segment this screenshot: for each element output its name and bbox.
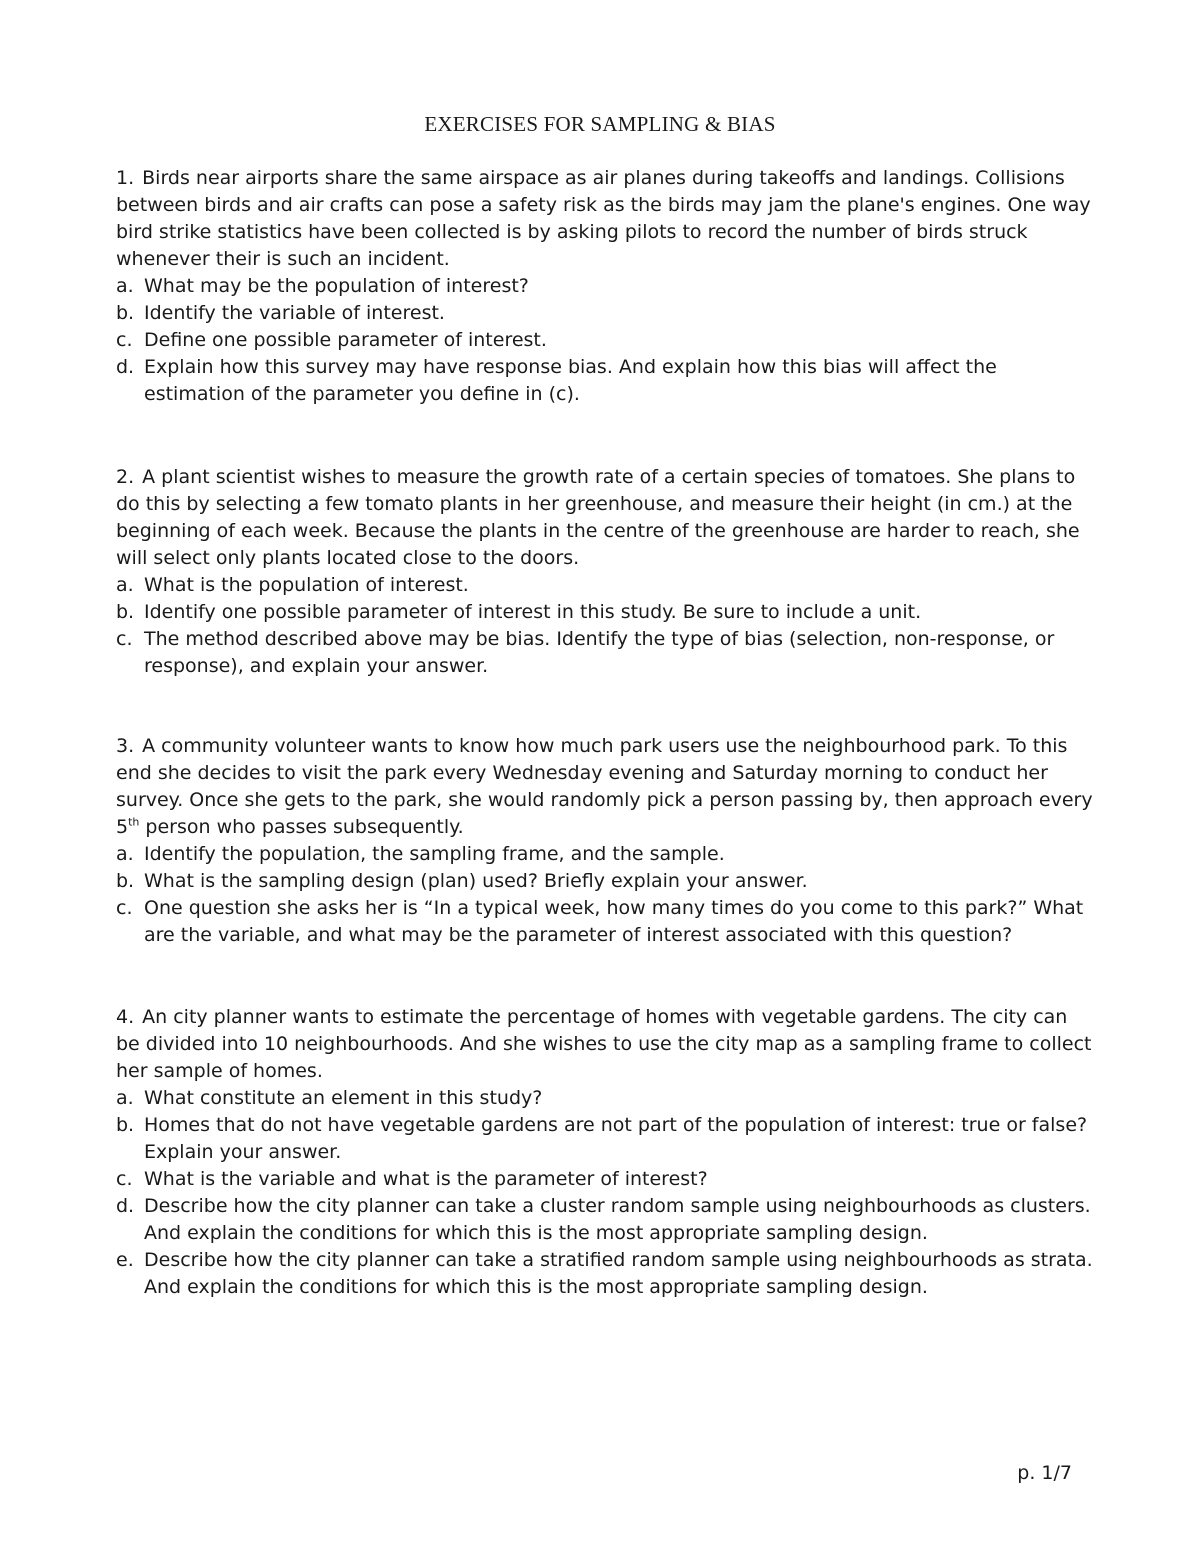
part-letter: a. [116, 275, 134, 297]
question-part: c. Define one possible parameter of interest. [116, 327, 1096, 354]
question-part: b. Identify the variable of interest. [116, 300, 1096, 327]
question-part: d. Explain how this survey may have response bias. And explain how this bias will affect the estimation of the parameter you define in (c). [116, 356, 997, 405]
part-letter: e. [116, 1249, 134, 1271]
question-part: a. Identify the population, the sampling frame, and the sample. [116, 841, 1096, 868]
part-letter: c. [116, 1168, 133, 1190]
part-letter: b. [116, 870, 135, 892]
question-2 [116, 464, 1096, 680]
question-part: b. Homes that do not have vegetable gardens are not part of the population of interest: true or false? Explain your answer. [116, 1114, 1088, 1163]
question-number: 1. [116, 167, 135, 189]
question-part: b. What is the sampling design (plan) used? Briefly explain your answer. [116, 868, 1096, 895]
question-2-parts [116, 572, 1096, 680]
question-part: c. The method described above may be bias. Identify the type of bias (selection, non-response, or response), and explain your answer. [116, 628, 1055, 677]
part-letter: a. [116, 843, 134, 865]
question-part: c. What is the variable and what is the parameter of interest? [116, 1166, 1096, 1193]
question-4-parts [116, 1085, 1096, 1301]
question-number: 4. [116, 1006, 135, 1028]
page-number: p. 1/7 [1017, 1462, 1072, 1484]
part-letter: b. [116, 1114, 135, 1136]
part-letter: a. [116, 574, 134, 596]
ordinal-superscript: th [128, 815, 140, 829]
part-letter: b. [116, 601, 135, 623]
question-3-parts [116, 841, 1096, 949]
question-1-text: 1. Birds near airports share the same airspace as air planes during takeoffs and landings. Collisions between birds and air crafts can pose a safety risk as the birds may jam the plane's engines. One way bird strike statistics have been collected is by asking pilots to record the number of birds struck whenever their is such an incident. [116, 167, 1091, 270]
question-number: 3. [116, 735, 135, 757]
question-4-text: 4. An city planner wants to estimate the percentage of homes with vegetable gardens. The city can be divided into 10 neighbourhoods. And she wishes to use the city map as a sampling frame to collect her sample of homes. [116, 1006, 1092, 1082]
question-part: e. Describe how the city planner can take a stratified random sample using neighbourhoods as strata. And explain the conditions for which this is the most appropriate sampling design. [116, 1249, 1093, 1298]
document-title: EXERCISES FOR SAMPLING & BIAS [424, 112, 776, 136]
part-letter: d. [116, 356, 135, 378]
question-part: a. What may be the population of interest? [116, 273, 1096, 300]
question-part: d. Describe how the city planner can take a cluster random sample using neighbourhoods as clusters. And explain the conditions for which this is the most appropriate sampling design. [116, 1195, 1091, 1244]
question-4 [116, 1004, 1096, 1301]
question-1-parts [116, 273, 1096, 408]
part-letter: b. [116, 302, 135, 324]
part-letter: c. [116, 628, 133, 650]
question-number: 2. [116, 466, 135, 488]
question-3-text: 3. A community volunteer wants to know how much park users use the neighbourhood park. To this end she decides to visit the park every Wednesday evening and Saturday morning to conduct her survey. Once she gets to the park, she would randomly pick a person passing by, then approach every 5th person who passes subsequently. [116, 735, 1093, 838]
question-part: b. Identify one possible parameter of interest in this study. Be sure to include a unit. [116, 599, 1096, 626]
question-part: a. What constitute an element in this study? [116, 1085, 1096, 1112]
part-letter: a. [116, 1087, 134, 1109]
question-1 [116, 165, 1096, 408]
part-letter: c. [116, 897, 133, 919]
question-3 [116, 733, 1096, 949]
part-letter: d. [116, 1195, 135, 1217]
part-letter: c. [116, 329, 133, 351]
question-2-text: 2. A plant scientist wishes to measure the growth rate of a certain species of tomatoes. She plans to do this by selecting a few tomato plants in her greenhouse, and measure their height (in cm.) at the beginning of each week. Because the plants in the centre of the greenhouse are harder to reach, she will select only plants located close to the doors. [116, 466, 1080, 569]
question-part: c. One question she asks her is “In a typical week, how many times do you come to this park?” What are the variable, and what may be the parameter of interest associated with this question? [116, 897, 1084, 946]
question-part: a. What is the population of interest. [116, 572, 1096, 599]
